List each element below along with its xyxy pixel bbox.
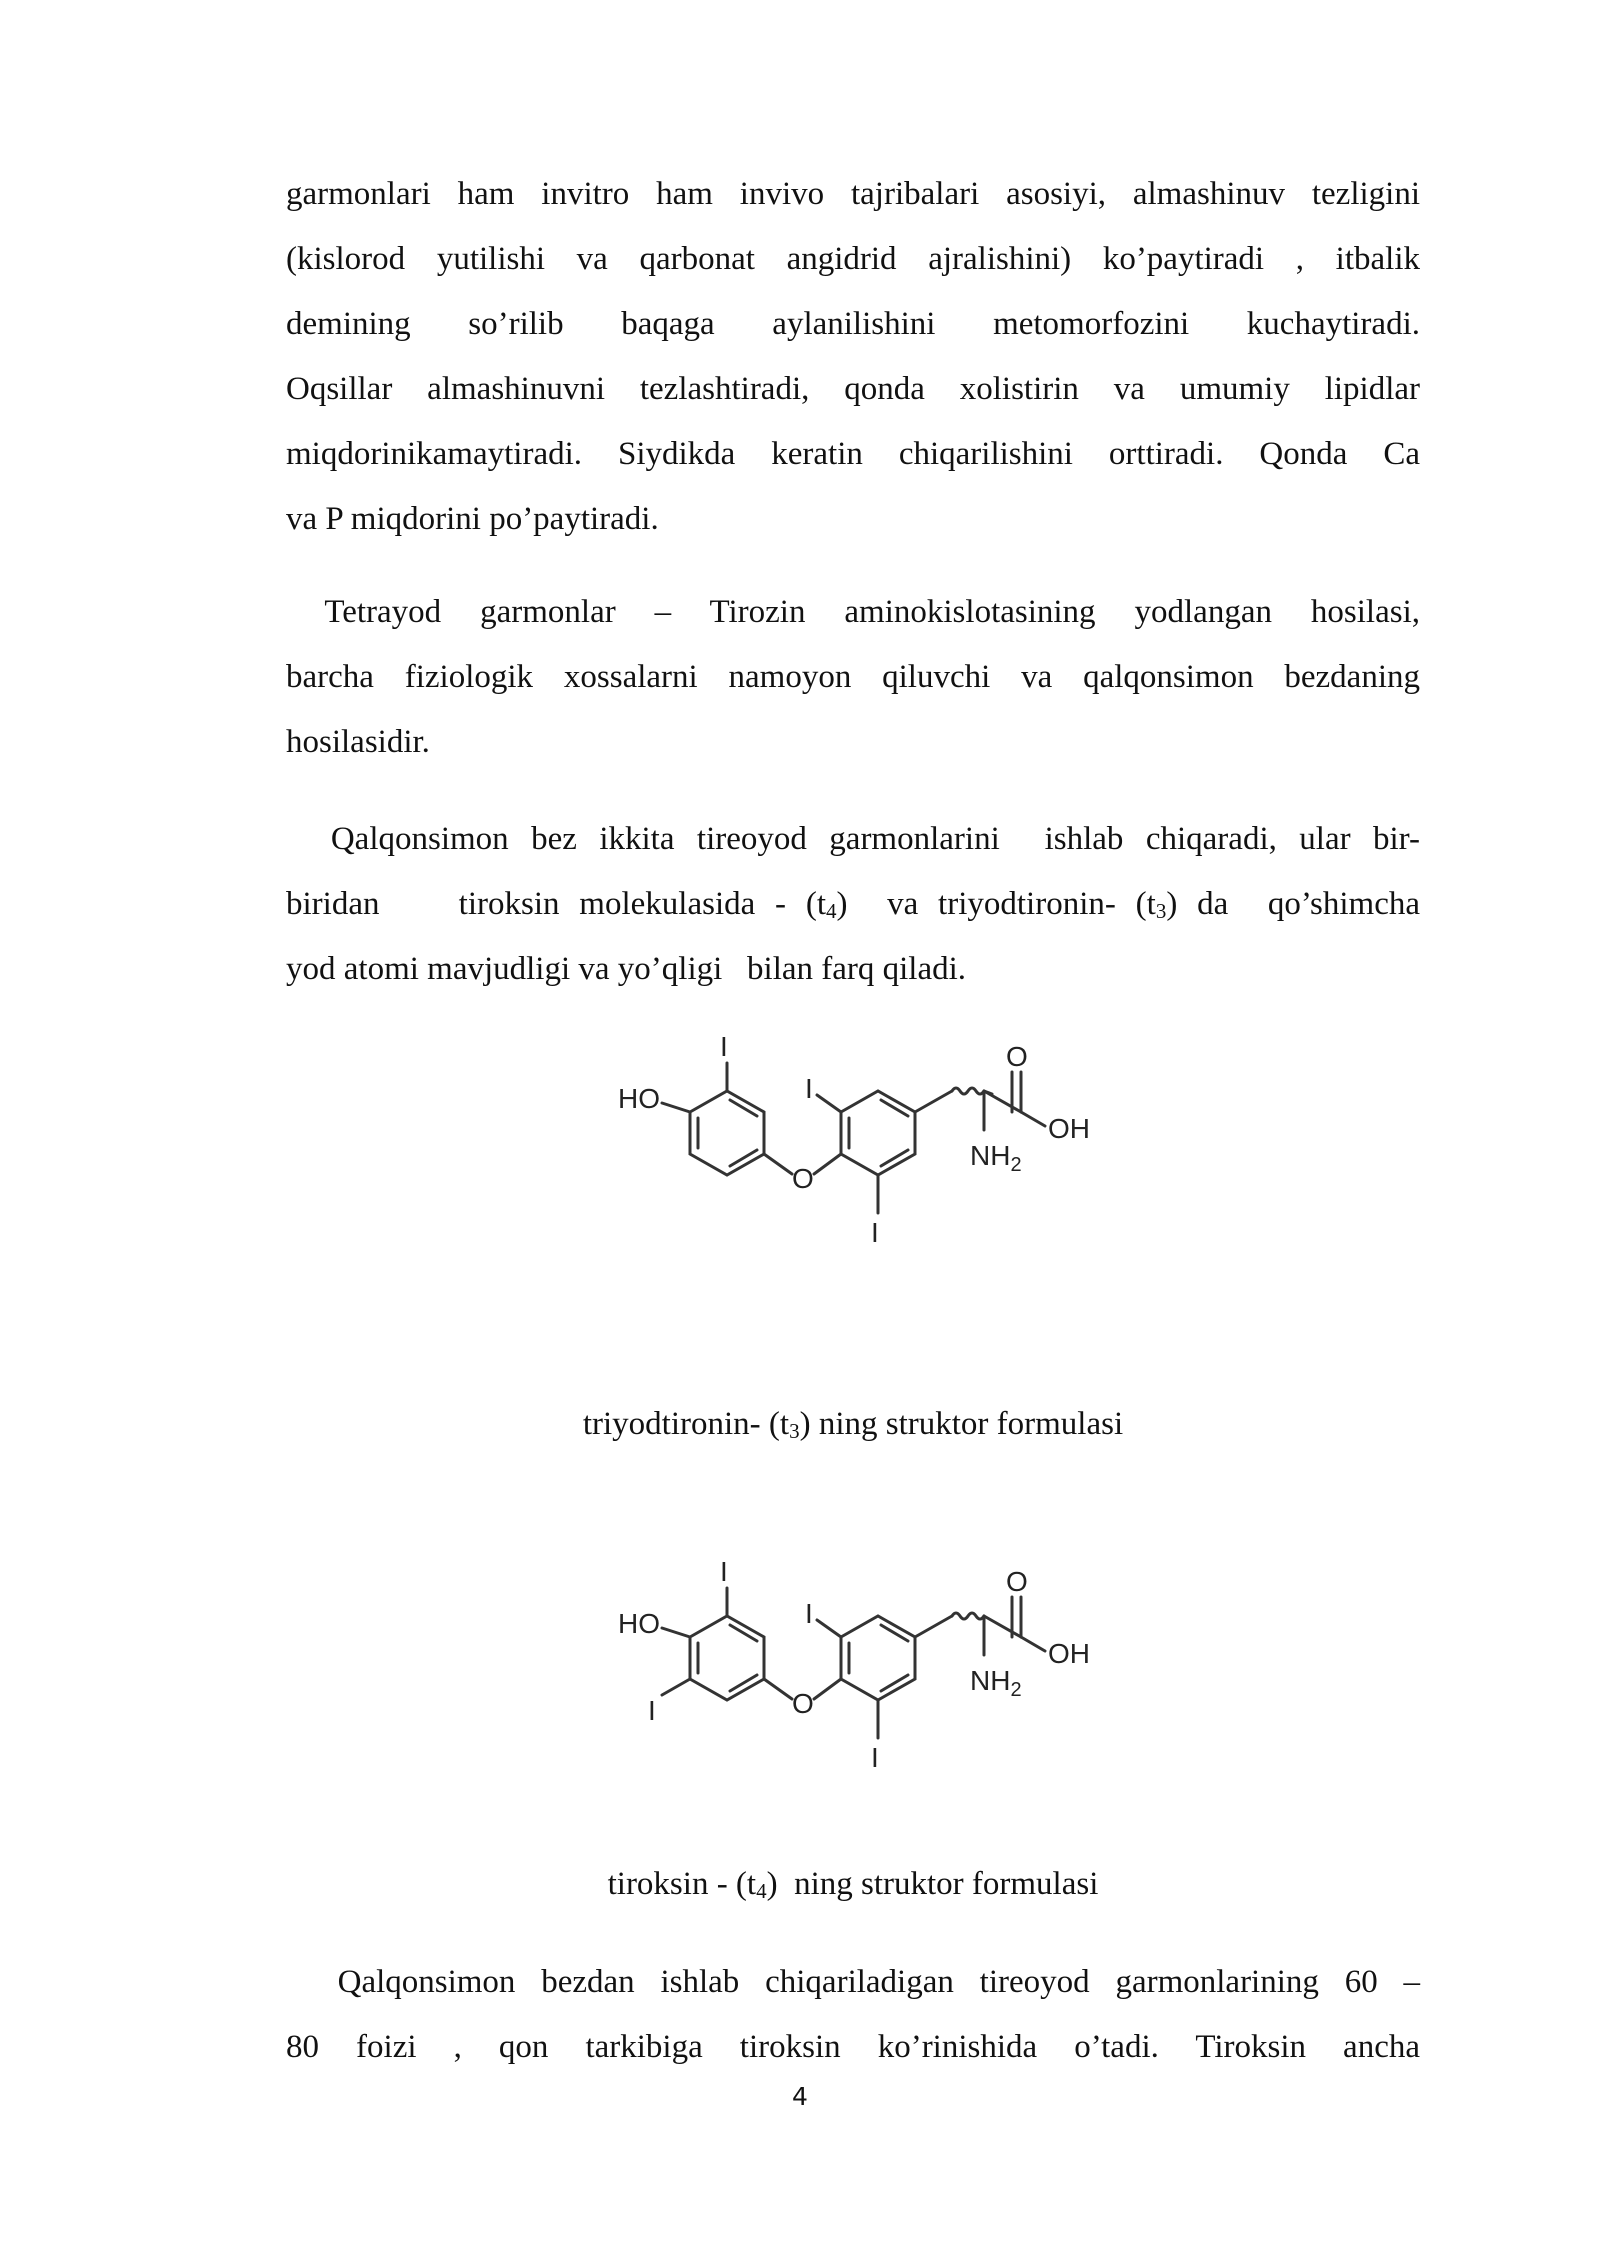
caption-text: triyodtironin- (t [582, 1406, 790, 1442]
subscript: 4 [826, 899, 837, 923]
iodine-label: I [871, 1217, 879, 1248]
iodine-label: I [720, 1031, 728, 1062]
caption-text: tiroksin - (t [607, 1866, 757, 1902]
text-line: yod atomi mavjudligi va yo’qligi bilan farq qiladi. [286, 951, 967, 987]
paragraph-thyroid-hormones [286, 807, 1420, 1002]
hydroxyl-label: HO [618, 1608, 660, 1639]
subscript: 3 [1155, 899, 1167, 923]
carbonyl-oxygen-label: O [1006, 1041, 1028, 1072]
text-line: Oqsillar almashinuvni tezlashtiradi, qonda xolistirin va umumiy lipidlar [286, 371, 1420, 407]
iodine-label: I [648, 1695, 656, 1726]
iodine-label: I [805, 1598, 813, 1629]
caption-triiodothyronine [286, 1404, 1420, 1444]
subscript: 3 [789, 1419, 800, 1443]
amine-subscript: 2 [1010, 1154, 1022, 1176]
text-line: Tetrayod garmonlar – Tirozin aminokislotasining yodlangan hosilasi, [286, 594, 1420, 630]
paragraph-thyroxine-share [286, 1950, 1420, 2080]
text-line: Qalqonsimon bez ikkita tireoyod garmonlarini ishlab chiqaradi, ular bir- [286, 821, 1420, 857]
acid-hydroxyl-label: OH [1048, 1638, 1090, 1669]
text-line: (kislorod yutilishi va qarbonat angidrid ajralishini) ko’paytiradi , itbalik [286, 241, 1420, 277]
amine-label [970, 1140, 1022, 1176]
thyroxine-structure [600, 1555, 1140, 1785]
hydroxyl-label: HO [618, 1083, 660, 1114]
triiodothyronine-structure [600, 1030, 1140, 1260]
carbonyl-oxygen-label: O [1006, 1566, 1028, 1597]
text-fragment: ) va triyodtironin- (t [836, 886, 1156, 922]
text-line: garmonlari ham invitro ham invivo tajribalari asosiyi, almashinuv tezligini [286, 176, 1420, 212]
caption-text: ) ning struktor formulasi [766, 1866, 1099, 1902]
iodine-label: I [871, 1742, 879, 1773]
oxygen-bridge-label: O [792, 1688, 814, 1719]
iodine-label: I [720, 1556, 728, 1587]
text-line: miqdorinikamaytiradi. Siydikda keratin chiqarilishini orttiradi. Qonda Ca [286, 436, 1420, 472]
paragraph-tetraiodo [286, 580, 1420, 775]
text-line: Qalqonsimon bezdan ishlab chiqariladigan tireoyod garmonlarining 60 – [286, 1964, 1420, 2000]
text-line: barcha fiziologik xossalarni namoyon qiluvchi va qalqonsimon bezdaning [286, 659, 1420, 695]
page-number: 4 [792, 2082, 808, 2111]
amine-subscript: 2 [1010, 1679, 1022, 1701]
oxygen-bridge-label: O [792, 1163, 814, 1194]
text-fragment: biridan tiroksin molekulasida - (t [286, 886, 827, 922]
caption-text: ) ning struktor formulasi [799, 1406, 1124, 1442]
caption-thyroxine [286, 1864, 1420, 1904]
iodine-label: I [805, 1073, 813, 1104]
subscript: 4 [756, 1879, 767, 1903]
text-line [286, 872, 1420, 937]
text-line: hosilasidir. [286, 724, 430, 760]
amine-text: NH [970, 1665, 1011, 1696]
text-line: 80 foizi , qon tarkibiga tiroksin ko’rinishida o’tadi. Tiroksin ancha [286, 2029, 1420, 2065]
amine-label [970, 1665, 1022, 1701]
text-line: demining so’rilib baqaga aylanilishini metomorfozini kuchaytiradi. [286, 306, 1420, 342]
amine-text: NH [970, 1140, 1011, 1171]
text-line: va P miqdorini po’paytiradi. [286, 501, 659, 537]
text-fragment: ) da qo’shimcha [1166, 886, 1421, 922]
paragraph-metabolism [286, 162, 1420, 552]
acid-hydroxyl-label: OH [1048, 1113, 1090, 1144]
